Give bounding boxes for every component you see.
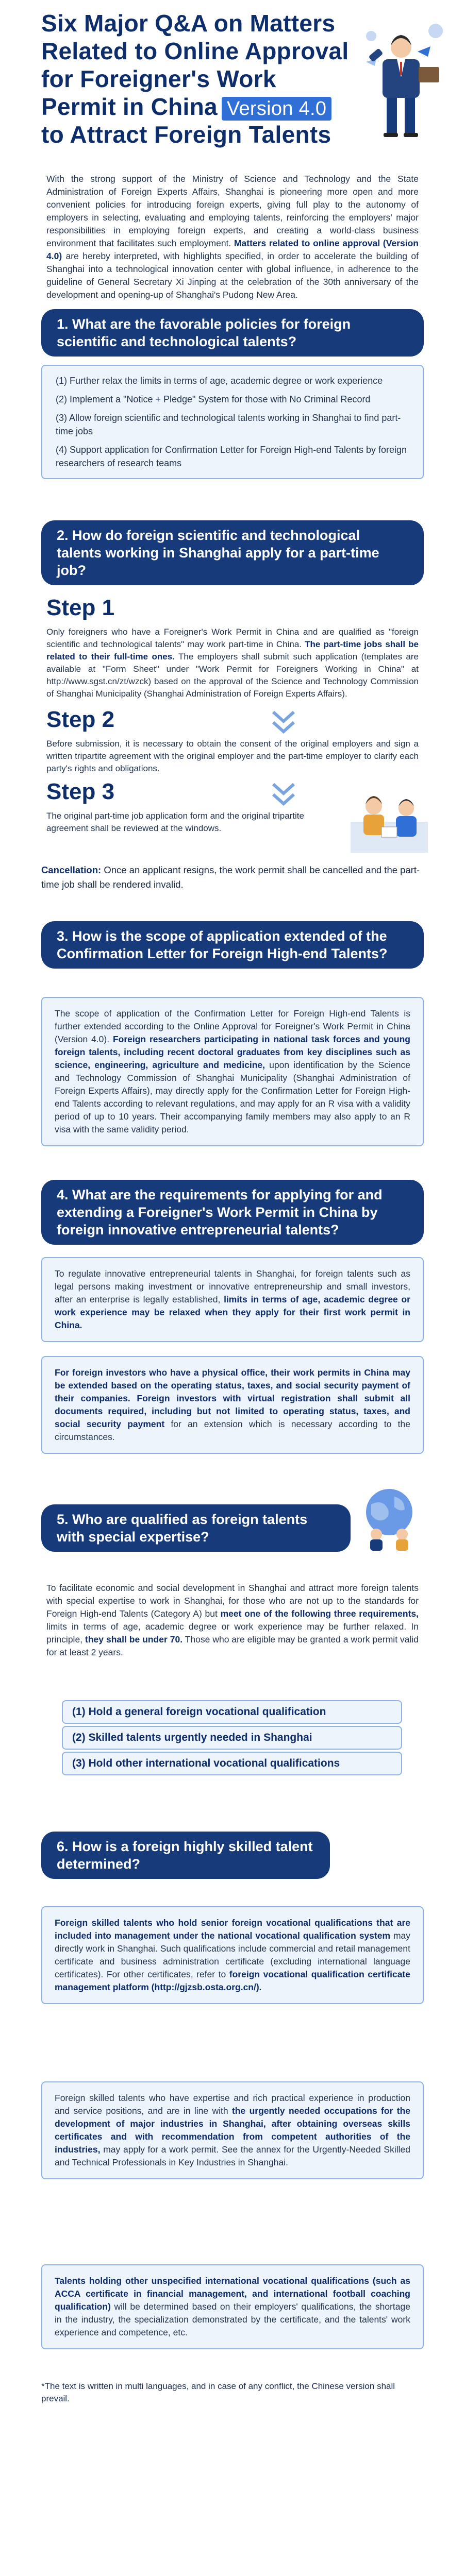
q2-heading-text: 2. How do foreign scientific and technological talents working in Shanghai apply for a part-time job? bbox=[57, 528, 379, 578]
step-3-title: Step 3 bbox=[46, 779, 115, 804]
q5-text-a: To facilitate economic and social development in Shanghai and attract more foreign talents with special expertise to work in Shanghai, for those who are not up to the standards for Foreign High-end Talents (Category A) but bbox=[46, 1583, 419, 1619]
step-2-text: Before submission, it is necessary to obtain the consent of the original employers and sign a written tripartite agreement with the original employer and the part-time employer to clarify each party's rights and obligations. bbox=[46, 739, 419, 773]
q6-box3-bold: Talents holding other unspecified international vocational qualifications (such as ACCA certificate in financial management, and international football coaching qualification) bbox=[55, 2276, 410, 2312]
q6-box2-text-b: may apply for a work permit. See the annex for the Urgently-Needed Skilled and Technical Professionals in Key Industries in Shanghai. bbox=[55, 2144, 410, 2167]
q5-item-2: (2) Skilled talents urgently needed in Shanghai bbox=[62, 1726, 402, 1750]
page-title-line-5: to Attract Foreign Talents bbox=[41, 121, 331, 148]
q6-box-1 bbox=[41, 1906, 424, 2004]
step-1-text-b: The employers shall submit such application (templates are available at "Form Sheet" under "Work Permit for Foreigners Working in China" at http://www.sgst.cn/zt/wzck) based on the approval of the Science and Technology Commission of Shanghai Municipality (Shanghai Administration of Foreign Experts Affairs). bbox=[46, 652, 419, 699]
q5-text-b: limits in terms of age, academic degree or work experience may be further relaxed. In principle, bbox=[46, 1621, 419, 1645]
q3-bold-a: Foreign researchers participating in national task forces and young foreign talents, including recent doctoral graduates from key disciplines such as science, engineering, agriculture and medicine, bbox=[55, 1034, 410, 1070]
q3-text-b: upon identification by the Science and Technology Commission of Shanghai Municipality (Shanghai Administration of Foreign Experts Affairs), may directly apply for the Confirmation Letter for Foreign High-end Talents according to relevant regulations, and may apply for an R visa with a validity period of up to 10 years. Their accompanying family members may also apply to an R visa with the same validity period. bbox=[55, 1060, 411, 1134]
intro-text-2: are hereby interpreted, with highlights specified, in order to accelerate the building of Shanghai into a technological innovation center with global influence, in adherence to the guideline of General Secretary Xi Jinping at the celebration of the 30th anniversary of the development and opening-up of Shanghai's Pudong New Area. bbox=[46, 251, 419, 300]
q3-text-a: The scope of application of the Confirmation Letter for Foreign High-end Talents is further extended according to the Online Approval for Foreigner's Work Permit in China (Version 4.0). bbox=[55, 1008, 410, 1044]
q4-box-2 bbox=[41, 1356, 424, 1454]
q5-bold-a: meet one of the following three requirements, bbox=[220, 1608, 419, 1619]
q1-heading-text: 1. What are the favorable policies for foreign scientific and technological talents? bbox=[57, 316, 351, 349]
q4-box-1 bbox=[41, 1257, 424, 1342]
intro-text-1: With the strong support of the Ministry of Science and Technology and the State Administration of Foreign Experts Affairs, Shanghai is pioneering more open and more convenient policies for introducing foreign experts, giving full play to the autonomy of employers in selecting, evaluating and employing talents, reinforcing the employers' major responsibilities in employing foreign experts, and creating a world-class business environment that facilitates such employment. bbox=[46, 174, 419, 248]
chevron-down-icon bbox=[268, 707, 299, 738]
window-service-illustration-icon bbox=[351, 786, 428, 853]
businessman-illustration-icon bbox=[351, 15, 454, 144]
q5-item-3: (3) Hold other international vocational qualifications bbox=[62, 1752, 402, 1775]
q6-box2-text-a: Foreign skilled talents who have expertise and rich practical experience in production and service positions, and are in line with bbox=[55, 2093, 410, 2116]
globe-team-illustration-icon bbox=[356, 1484, 423, 1551]
step-1-text bbox=[46, 626, 419, 700]
q6-box1-bold-b: foreign vocational qualification certificate management platform (http://gjzsb.osta.org.cn/). bbox=[55, 1969, 410, 1992]
q2-heading bbox=[41, 520, 424, 585]
q6-box-2 bbox=[41, 2081, 424, 2179]
q5-heading-text: 5. Who are qualified as foreign talents with special expertise? bbox=[57, 1512, 308, 1545]
q6-box3-text: will be determined based on their employers' qualifications, the shortage in the industry, the specialization demonstrated by the certificate, and the talents' work experience and competence, etc. bbox=[55, 2301, 410, 2337]
q3-heading-text: 3. How is the scope of application extended of the Confirmation Letter for Foreign High-end Talents? bbox=[57, 928, 388, 961]
q5-intro-paragraph bbox=[46, 1582, 419, 1659]
q4-box1-text: To regulate innovative entrepreneurial talents in Shanghai, for foreign talents such as legal persons making investment or innovative entrepreneurship and small investors, after an enterprise is legally established, bbox=[55, 1268, 410, 1304]
version-badge: Version 4.0 bbox=[222, 97, 331, 121]
q4-box2-bold: For foreign investors who have a physical office, their work permits in China may be extended based on the operating status, taxes, and social security payment of their companies. Foreign investors with virtual registration shall submit all documents required, including but not limited to operating status, taxes, and social security payment bbox=[55, 1367, 410, 1429]
q1-item-4: (4) Support application for Confirmation Letter for Foreign High-end Talents by foreign researchers of research teams bbox=[56, 445, 407, 468]
cancellation-text: Once an applicant resigns, the work permit shall be cancelled and the part-time job shall be rendered invalid. bbox=[41, 865, 420, 890]
q6-box-3 bbox=[41, 2264, 424, 2349]
chevron-down-icon bbox=[268, 779, 299, 810]
language-footnote: *The text is written in multi languages, and in case of any conflict, the Chinese version shall prevail. bbox=[41, 2381, 395, 2403]
q1-item-1: (1) Further relax the limits in terms of age, academic degree or work experience bbox=[56, 376, 383, 386]
q6-heading-text: 6. How is a foreign highly skilled talent determined? bbox=[57, 1839, 313, 1872]
page-title-line-3: for Foreigner's Work bbox=[41, 65, 276, 92]
cancellation-note bbox=[41, 863, 424, 892]
q6-box1-bold-a: Foreign skilled talents who hold senior foreign vocational qualifications that are included into management under the national vocational qualification system bbox=[55, 1918, 410, 1941]
q5-item-1: (1) Hold a general foreign vocational qualification bbox=[62, 1700, 402, 1724]
step-2-title: Step 2 bbox=[46, 707, 115, 732]
q1-heading bbox=[41, 309, 424, 357]
q6-heading bbox=[41, 1832, 330, 1879]
q1-policy-list bbox=[41, 365, 424, 479]
q6-box2-bold: the urgently needed occupations for the development of major industries in Shanghai, after obtaining overseas skills certificates and with recommendation from competent authorities of the industries, bbox=[55, 2106, 410, 2155]
page-title-line-2: Related to Online Approval bbox=[41, 38, 349, 64]
q4-box1-bold: limits in terms of age, academic degree or work experience may be relaxed when they apply for their first work permit in China. bbox=[55, 1294, 410, 1330]
cancellation-label: Cancellation: bbox=[41, 865, 102, 875]
step-1-title: Step 1 bbox=[46, 595, 115, 620]
header bbox=[0, 0, 465, 170]
page-title-line-4 bbox=[41, 93, 331, 121]
q4-heading-text: 4. What are the requirements for applying for and extending a Foreigner's Work Permit in China by foreign innovative entrepreneurial talents? bbox=[57, 1187, 383, 1238]
intro-bold: Matters related to online approval (Version 4.0) bbox=[46, 238, 419, 261]
page-title-line-4-text: Permit in China bbox=[41, 93, 218, 120]
step-3-text: The original part-time job application form and the original tripartite agreement shall be reviewed at the windows. bbox=[46, 811, 304, 833]
q5-text-c: Those who are eligible may be granted a work permit valid for at least 2 years. bbox=[46, 1634, 419, 1657]
q1-item-2: (2) Implement a "Notice + Pledge" System for those with No Criminal Record bbox=[56, 394, 371, 404]
q4-heading bbox=[41, 1180, 424, 1245]
q5-heading bbox=[41, 1504, 351, 1552]
q6-box1-text-a: may directly work in Shanghai. Such qualifications include commercial and retail management certificate and business administration certificate (excluding international language certificates). For other certificates, refer to bbox=[55, 1930, 410, 1979]
q3-content-box bbox=[41, 997, 424, 1146]
q3-heading bbox=[41, 921, 424, 969]
step-1-text-a: Only foreigners who have a Foreigner's Work Permit in China and are qualified as "foreign scientific and technological talents" may work part-time in China. bbox=[46, 627, 419, 649]
step-1-bold: The part-time jobs shall be related to their full-time ones. bbox=[46, 639, 419, 662]
q5-bold-b: they shall be under 70. bbox=[85, 1634, 183, 1645]
q1-item-3: (3) Allow foreign scientific and technological talents working in Shanghai to find part-time jobs bbox=[56, 413, 401, 436]
page-title-line-1: Six Major Q&A on Matters bbox=[41, 10, 336, 37]
intro-paragraph bbox=[46, 173, 419, 301]
q4-box2-text: for an extension which is necessary according to the circumstances. bbox=[55, 1419, 410, 1442]
